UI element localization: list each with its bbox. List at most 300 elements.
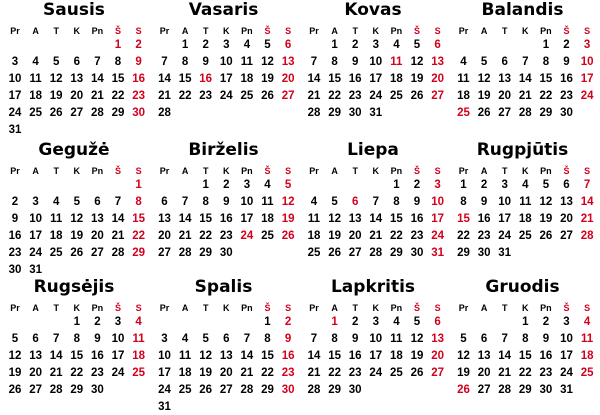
day-cell: 4 [460, 56, 467, 68]
weekday-label: T [53, 303, 59, 313]
day-cell: 11 [50, 213, 63, 225]
day-cell: 3 [243, 179, 251, 191]
day-cell: 26 [410, 90, 424, 102]
day-cell: 13 [348, 213, 362, 225]
day-cell: 18 [240, 73, 254, 85]
day-cell: 21 [158, 90, 171, 102]
day-cell: 29 [328, 107, 341, 119]
day-cell: 7 [522, 56, 529, 68]
weekday-label: Š [413, 303, 420, 313]
day-cell: 28 [90, 107, 104, 119]
day-cell: 25 [178, 384, 192, 396]
weekday-label: T [501, 166, 508, 176]
day-cell: 24 [498, 230, 512, 242]
day-cell: 25 [240, 90, 254, 102]
day-cell: 20 [90, 230, 104, 242]
day-cell: 23 [348, 90, 362, 102]
day-cell: 12 [539, 196, 553, 208]
day-cell: 24 [431, 230, 444, 242]
day-cell: 23 [90, 367, 104, 379]
day-cell: 27 [431, 90, 444, 102]
day-cell: 18 [29, 90, 42, 102]
day-cell: 3 [114, 316, 122, 328]
day-cell: 2 [542, 316, 550, 328]
weekday-label: K [372, 166, 380, 176]
day-cell: 31 [8, 124, 22, 136]
weekday-label: K [522, 303, 529, 313]
day-cell: 7 [181, 196, 189, 208]
day-cell: 20 [219, 367, 233, 379]
day-cell: 5 [11, 333, 19, 345]
day-cell: 22 [199, 230, 213, 242]
day-cell: 20 [560, 213, 573, 225]
day-cell: 24 [580, 90, 594, 102]
weekday-label: K [522, 26, 529, 36]
day-cell: 15 [518, 350, 532, 362]
day-cell: 15 [111, 73, 125, 85]
weekday-label: Pr [159, 166, 170, 176]
day-cell: 21 [307, 90, 321, 102]
day-cell: 28 [158, 107, 171, 119]
month-name: Spalis [194, 277, 253, 297]
day-cell: 14 [49, 350, 63, 362]
day-cell: 5 [52, 56, 60, 68]
day-cell: 12 [261, 56, 274, 68]
day-cell: 19 [281, 213, 295, 225]
day-cell: 11 [179, 350, 192, 362]
day-cell: 22 [132, 230, 145, 242]
day-cell: 20 [431, 350, 444, 362]
day-cell: 13 [477, 350, 491, 362]
day-cell: 13 [431, 333, 444, 345]
day-cell: 23 [132, 90, 145, 102]
day-cell: 31 [498, 247, 512, 259]
day-cell: 8 [331, 333, 338, 345]
month-name: Rugpjūtis [476, 140, 569, 160]
day-cell: 9 [284, 333, 292, 345]
weekday-label: Pr [309, 166, 319, 176]
weekday-label: Pn [91, 303, 104, 313]
day-cell: 1 [522, 316, 529, 328]
day-cell: 25 [580, 367, 594, 379]
day-cell: 13 [431, 56, 444, 68]
day-cell: 25 [389, 90, 403, 102]
weekday-label: A [181, 166, 189, 176]
weekday-label: K [73, 166, 81, 176]
day-cell: 5 [264, 39, 271, 51]
day-cell: 13 [90, 213, 104, 225]
day-cell: 15 [132, 213, 145, 225]
day-cell: 16 [90, 350, 104, 362]
day-cell: 30 [560, 107, 573, 119]
day-cell: 15 [70, 350, 84, 362]
day-cell: 9 [563, 56, 570, 68]
day-cell: 2 [351, 39, 359, 51]
weekday-label: Pr [159, 303, 170, 313]
day-cell: 11 [307, 213, 321, 225]
day-cell: 8 [181, 56, 189, 68]
day-cell: 1 [460, 179, 467, 191]
month-name: Kovas [344, 0, 402, 20]
day-cell: 21 [518, 90, 532, 102]
day-cell: 6 [434, 39, 441, 51]
day-cell: 27 [348, 247, 362, 259]
day-cell: 2 [563, 39, 570, 51]
day-cell: 28 [369, 247, 383, 259]
day-cell: 13 [498, 73, 512, 85]
day-cell: 24 [29, 247, 42, 259]
day-cell: 19 [49, 90, 63, 102]
day-cell: 30 [539, 384, 553, 396]
weekday-label: A [480, 26, 488, 36]
day-cell: 21 [178, 230, 192, 242]
day-cell: 31 [369, 107, 383, 119]
day-cell: 9 [413, 196, 421, 208]
day-cell: 15 [178, 73, 192, 85]
day-cell: 14 [240, 350, 254, 362]
weekday-label: A [331, 166, 338, 176]
day-cell: 9 [135, 56, 142, 68]
day-cell: 26 [477, 107, 491, 119]
day-cell: 21 [498, 367, 512, 379]
day-cell: 4 [243, 39, 251, 51]
day-cell: 27 [431, 367, 444, 379]
weekday-label: Š [563, 303, 570, 313]
weekday-label: K [223, 166, 230, 176]
day-cell: 6 [480, 333, 488, 345]
day-cell: 28 [498, 384, 512, 396]
day-cell: 25 [389, 367, 403, 379]
day-cell: 16 [281, 350, 295, 362]
day-cell: 3 [501, 179, 508, 191]
day-cell: 24 [369, 90, 383, 102]
day-cell: 4 [181, 333, 189, 345]
day-cell: 1 [393, 179, 400, 191]
day-cell: 9 [223, 196, 230, 208]
weekday-label: S [584, 303, 591, 313]
month-name: Birželis [188, 140, 259, 160]
day-cell: 5 [413, 316, 421, 328]
day-cell: 6 [32, 333, 39, 345]
day-cell: 24 [8, 107, 22, 119]
day-cell: 1 [181, 39, 189, 51]
day-cell: 16 [539, 350, 553, 362]
weekday-label: A [181, 303, 189, 313]
day-cell: 26 [328, 247, 341, 259]
day-cell: 4 [32, 56, 39, 68]
day-cell: 16 [132, 73, 145, 85]
day-cell: 19 [457, 367, 470, 379]
day-cell: 13 [158, 213, 171, 225]
weekday-label: K [223, 26, 230, 36]
day-cell: 10 [369, 56, 383, 68]
day-cell: 29 [328, 384, 341, 396]
day-cell: 17 [560, 350, 573, 362]
weekday-label: S [135, 26, 142, 36]
day-cell: 8 [542, 56, 550, 68]
day-cell: 12 [49, 73, 63, 85]
weekday-label: T [501, 303, 508, 313]
day-cell: 5 [73, 196, 80, 208]
weekday-label: Pr [10, 166, 20, 176]
day-cell: 23 [410, 230, 424, 242]
weekday-label: Pr [458, 303, 469, 313]
day-cell: 15 [389, 213, 403, 225]
day-cell: 27 [498, 107, 512, 119]
day-cell: 26 [457, 384, 470, 396]
day-cell: 2 [351, 316, 359, 328]
weekday-label: S [434, 166, 441, 176]
day-cell: 4 [583, 316, 591, 328]
day-cell: 10 [8, 73, 22, 85]
day-cell: 30 [219, 247, 233, 259]
weekday-label: Pr [458, 26, 469, 36]
day-cell: 12 [281, 196, 295, 208]
day-cell: 7 [310, 333, 318, 345]
day-cell: 16 [219, 213, 233, 225]
day-cell: 19 [410, 350, 424, 362]
day-cell: 18 [389, 350, 403, 362]
weekday-label: K [223, 303, 230, 313]
weekday-label: T [352, 166, 358, 176]
day-cell: 23 [199, 90, 213, 102]
day-cell: 25 [261, 230, 274, 242]
day-cell: 7 [52, 333, 60, 345]
day-cell: 3 [372, 39, 379, 51]
day-cell: 28 [580, 230, 594, 242]
day-cell: 19 [328, 230, 341, 242]
day-cell: 20 [29, 367, 42, 379]
day-cell: 19 [70, 230, 84, 242]
day-cell: 16 [8, 230, 22, 242]
day-cell: 27 [29, 384, 42, 396]
day-cell: 17 [158, 367, 171, 379]
day-cell: 26 [49, 107, 63, 119]
day-cell: 26 [261, 90, 274, 102]
day-cell: 3 [434, 179, 441, 191]
day-cell: 20 [281, 73, 295, 85]
day-cell: 6 [73, 56, 80, 68]
day-cell: 22 [111, 90, 125, 102]
month-name: Balandis [481, 0, 564, 20]
day-cell: 13 [219, 350, 233, 362]
day-cell: 13 [560, 196, 573, 208]
day-cell: 11 [132, 333, 145, 345]
day-cell: 28 [518, 107, 532, 119]
day-cell: 8 [264, 333, 271, 345]
day-cell: 14 [518, 73, 532, 85]
weekday-label: T [352, 303, 358, 313]
day-cell: 17 [431, 213, 444, 225]
day-cell: 12 [328, 213, 341, 225]
day-cell: 14 [580, 196, 594, 208]
day-cell: 27 [477, 384, 491, 396]
day-cell: 22 [518, 367, 532, 379]
day-cell: 19 [261, 73, 274, 85]
day-cell: 27 [158, 247, 171, 259]
day-cell: 21 [90, 90, 104, 102]
weekday-label: Š [413, 166, 420, 176]
day-cell: 13 [70, 73, 84, 85]
day-cell: 15 [539, 73, 553, 85]
day-cell: 3 [223, 39, 230, 51]
day-cell: 7 [161, 56, 168, 68]
day-cell: 19 [539, 213, 553, 225]
day-cell: 13 [29, 350, 42, 362]
weekday-label: S [285, 303, 292, 313]
day-cell: 10 [369, 333, 383, 345]
day-cell: 25 [518, 230, 532, 242]
weekday-label: A [331, 26, 338, 36]
day-cell: 19 [477, 90, 491, 102]
weekday-label: S [285, 166, 292, 176]
weekday-label: A [331, 303, 338, 313]
day-cell: 29 [457, 247, 470, 259]
day-cell: 30 [477, 247, 491, 259]
weekday-label: Š [264, 303, 271, 313]
day-cell: 25 [49, 247, 63, 259]
weekday-label: Pn [91, 26, 104, 36]
day-cell: 20 [477, 367, 491, 379]
day-cell: 11 [240, 56, 253, 68]
day-cell: 9 [94, 333, 101, 345]
day-cell: 18 [457, 90, 470, 102]
day-cell: 30 [348, 107, 362, 119]
weekday-label: A [32, 26, 39, 36]
day-cell: 12 [8, 350, 22, 362]
day-cell: 7 [501, 333, 508, 345]
day-cell: 26 [8, 384, 22, 396]
day-cell: 8 [202, 196, 209, 208]
month-name: Vasaris [188, 0, 259, 20]
day-cell: 1 [331, 316, 338, 328]
day-cell: 21 [369, 230, 383, 242]
day-cell: 25 [132, 367, 145, 379]
day-cell: 26 [199, 384, 213, 396]
day-cell: 29 [261, 384, 274, 396]
day-cell: 17 [498, 213, 512, 225]
weekday-label: A [480, 166, 488, 176]
day-cell: 21 [49, 367, 63, 379]
day-cell: 1 [73, 316, 80, 328]
day-cell: 29 [539, 107, 553, 119]
weekday-label: T [202, 26, 209, 36]
day-cell: 10 [240, 196, 254, 208]
day-cell: 27 [219, 384, 233, 396]
day-cell: 18 [389, 73, 403, 85]
day-cell: 18 [580, 350, 594, 362]
day-cell: 31 [158, 401, 171, 413]
day-cell: 31 [29, 264, 42, 276]
day-cell: 20 [348, 230, 362, 242]
day-cell: 25 [29, 107, 42, 119]
day-cell: 10 [560, 333, 573, 345]
day-cell: 29 [199, 247, 213, 259]
month-name: Liepa [347, 140, 399, 160]
day-cell: 15 [328, 73, 341, 85]
day-cell: 30 [281, 384, 295, 396]
day-cell: 3 [161, 333, 168, 345]
day-cell: 29 [132, 247, 145, 259]
day-cell: 7 [114, 196, 122, 208]
day-cell: 31 [431, 247, 444, 259]
day-cell: 29 [111, 107, 125, 119]
day-cell: 23 [348, 367, 362, 379]
day-cell: 22 [261, 367, 274, 379]
day-cell: 20 [431, 73, 444, 85]
day-cell: 7 [310, 56, 318, 68]
day-cell: 22 [539, 90, 553, 102]
day-cell: 30 [410, 247, 424, 259]
day-cell: 28 [307, 384, 321, 396]
day-cell: 1 [202, 179, 209, 191]
weekday-label: S [135, 166, 142, 176]
day-cell: 27 [560, 230, 573, 242]
weekday-label: Pn [390, 166, 403, 176]
day-cell: 6 [501, 56, 508, 68]
day-cell: 26 [281, 230, 295, 242]
day-cell: 14 [111, 213, 125, 225]
day-cell: 21 [111, 230, 125, 242]
day-cell: 26 [70, 247, 84, 259]
month-name: Lapkritis [330, 277, 416, 297]
weekday-label: T [352, 26, 358, 36]
day-cell: 3 [32, 196, 39, 208]
day-cell: 28 [307, 107, 321, 119]
day-cell: 6 [563, 179, 570, 191]
day-cell: 1 [331, 39, 338, 51]
day-cell: 2 [202, 39, 209, 51]
day-cell: 18 [178, 367, 192, 379]
day-cell: 22 [178, 90, 192, 102]
day-cell: 12 [477, 73, 491, 85]
day-cell: 10 [29, 213, 42, 225]
day-cell: 15 [199, 213, 213, 225]
day-cell: 16 [410, 213, 424, 225]
day-cell: 16 [348, 350, 362, 362]
month-name: Gruodis [485, 277, 560, 297]
weekday-label: Pn [390, 26, 403, 36]
weekday-label: Š [114, 26, 121, 36]
weekday-label: K [73, 303, 81, 313]
weekday-label: S [285, 26, 292, 36]
day-cell: 2 [284, 316, 292, 328]
weekday-label: T [53, 26, 59, 36]
day-cell: 9 [351, 333, 359, 345]
day-cell: 10 [431, 196, 444, 208]
day-cell: 5 [480, 56, 488, 68]
day-cell: 9 [202, 56, 209, 68]
day-cell: 28 [49, 384, 63, 396]
day-cell: 13 [281, 56, 295, 68]
day-cell: 11 [390, 56, 403, 68]
month-name: Rugsėjis [33, 277, 115, 297]
weekday-label: K [73, 26, 81, 36]
day-cell: 2 [413, 179, 421, 191]
day-cell: 28 [111, 247, 125, 259]
day-cell: 17 [580, 73, 594, 85]
day-cell: 17 [29, 230, 42, 242]
weekday-label: S [135, 303, 142, 313]
day-cell: 5 [331, 196, 338, 208]
day-cell: 22 [328, 367, 341, 379]
day-cell: 12 [70, 213, 84, 225]
day-cell: 8 [114, 56, 122, 68]
weekday-label: A [32, 166, 39, 176]
day-cell: 27 [281, 90, 295, 102]
weekday-label: T [501, 26, 508, 36]
day-cell: 20 [498, 90, 512, 102]
